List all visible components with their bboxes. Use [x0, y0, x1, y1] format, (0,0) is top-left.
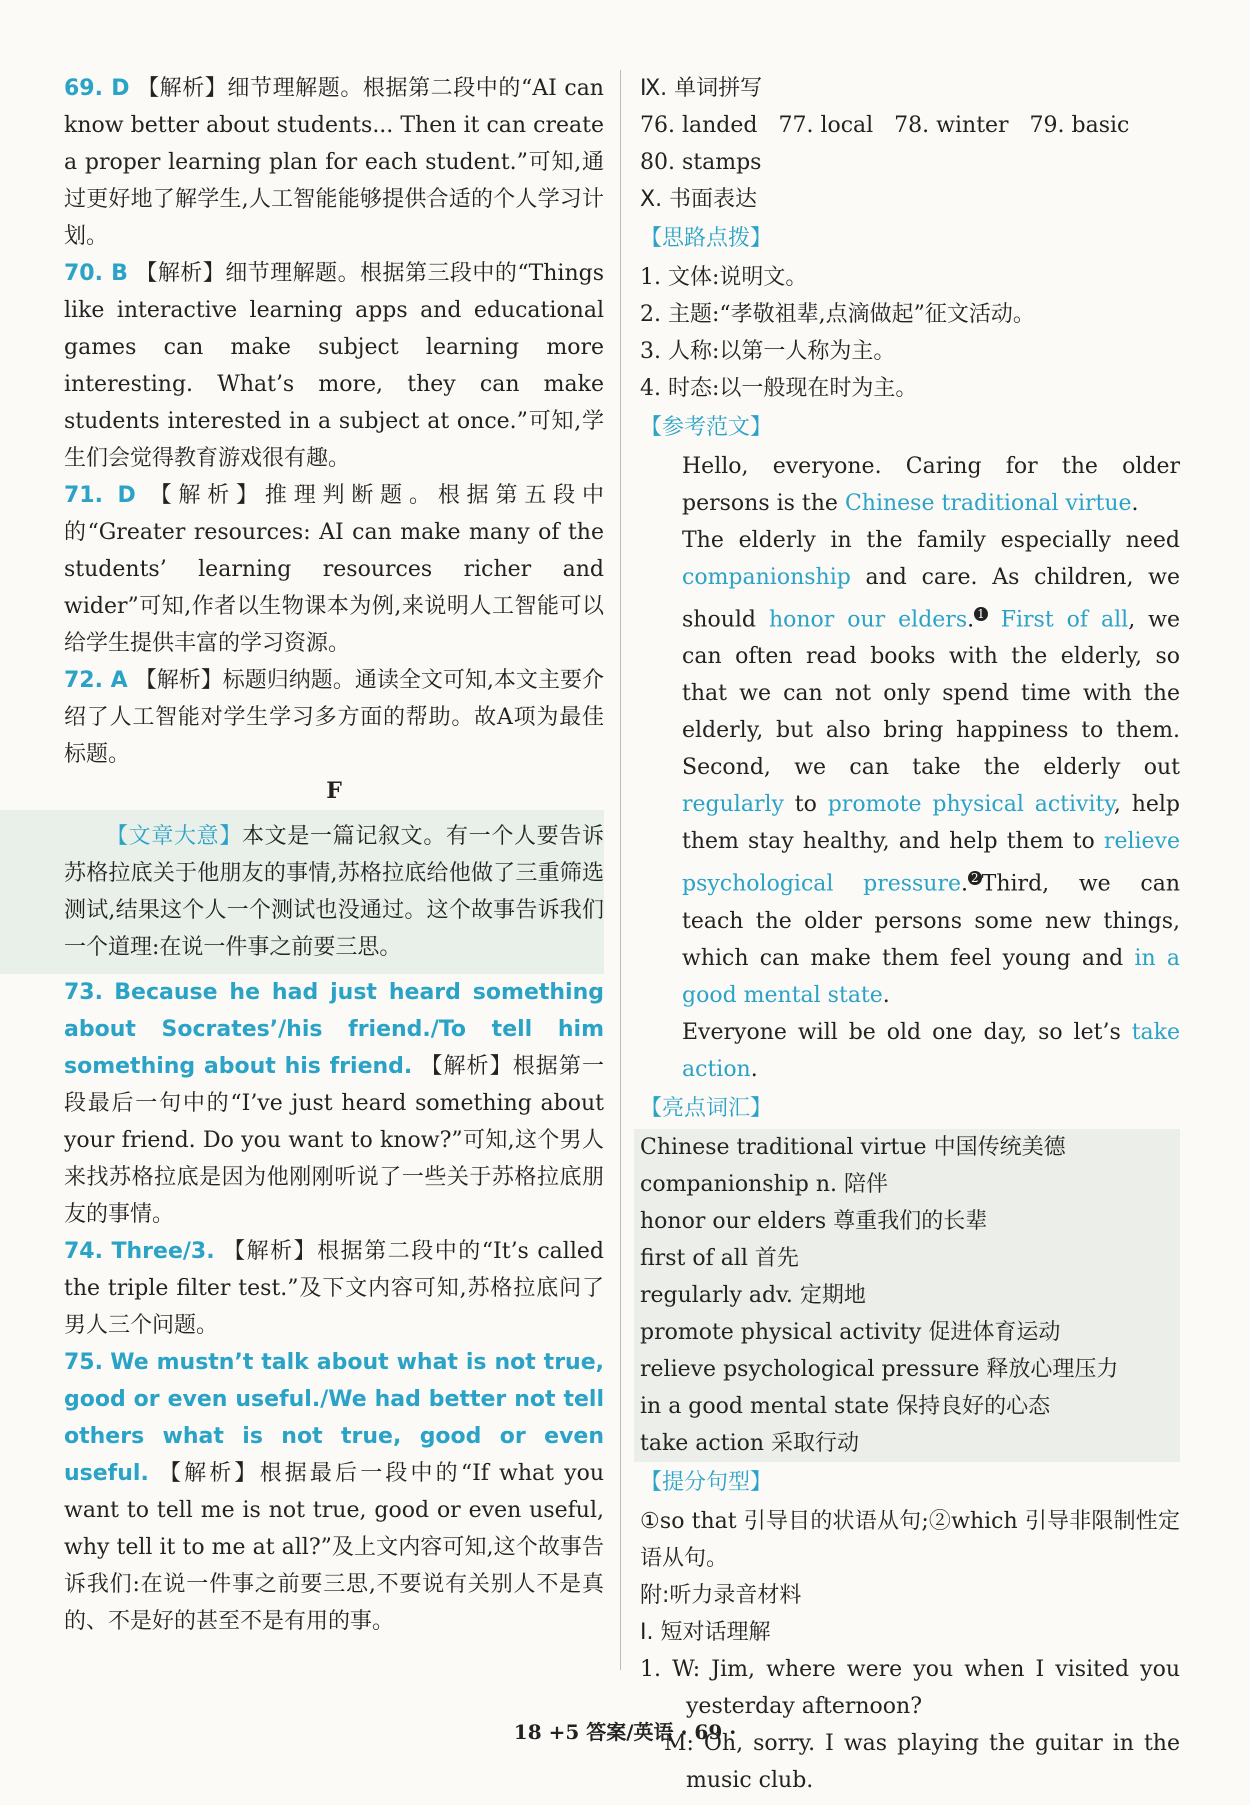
pattern-heading: 【提分句型】 — [640, 1469, 773, 1495]
vocab-item: regularly adv. 定期地 — [640, 1282, 866, 1308]
thinking-item: 2. 主题:“孝敬祖辈,点滴做起”征文活动。 — [640, 302, 1035, 327]
answer-71: 71. D 【解析】推理判断题。根据第五段中的“Greater resources: AI can make many of the students’ learning resources richer and wider”可知,作者以生物课本为例,来说明人工智能可以给学生提供丰富的学习资源。 — [64, 483, 604, 656]
vocab-item: companionship n. 陪伴 — [640, 1171, 888, 1197]
vocab-item: promote physical activity 促进体育运动 — [640, 1319, 1061, 1345]
answer-74: 74. Three/3. 【解析】根据第二段中的“It’s called the triple filter test.”及下文内容可知,苏格拉底问了男人三个问题。 — [64, 1239, 604, 1338]
page-footer: 18 +5 答案/英语 · 69 · — [513, 1720, 737, 1744]
answer-75: 75. We mustn’t talk about what is not true, good or even useful./We had better not tell others what is not true, good or even useful. 【解析】根据最后一段中的“If what you want to tell me is not true, good or even useful, why tell it to me at all?”及上文内容可知,这个故事告诉我们:在说一件事之前要三思,不要说有关别人不是真的、不是好的甚至不是有用的事。 — [64, 1350, 604, 1634]
thinking-item: 1. 文体:说明文。 — [640, 265, 808, 290]
article-summary: 【文章大意】本文是一篇记叙文。有一个人要告诉苏格拉底关于他朋友的事情,苏格拉底给他做了三重筛选测试,结果这个人一个测试也没通过。这个故事告诉我们一个道理:在说一件事之前要三思。 — [0, 810, 604, 974]
listening-section-heading: Ⅰ. 短对话理解 — [640, 1619, 771, 1645]
section-9-heading: Ⅸ. 单词拼写 — [640, 76, 763, 101]
vocab-item: honor our elders 尊重我们的长辈 — [640, 1208, 988, 1234]
pattern-text: ①so that 引导目的状语从句;②which 引导非限制性定语从句。 — [640, 1508, 1180, 1571]
right-column — [640, 70, 1180, 1799]
sample-paragraph-1: Hello, everyone. Caring for the older persons is the Chinese traditional virtue. — [682, 454, 1180, 516]
thinking-item: 3. 人称:以第一人称为主。 — [640, 339, 896, 364]
spelling-line-1: 76. landed 77. local 78. winter 79. basic — [640, 113, 1130, 138]
circle-number-2: 2 — [968, 871, 982, 885]
answer-72: 72. A 【解析】标题归纳题。通读全文可知,本文主要介绍了人工智能对学生学习多方面的帮助。故A项为最佳标题。 — [64, 668, 604, 767]
answer-73: 73. Because he had just heard something about Socrates’/his friend./To tell him something about his friend. 【解析】根据第一段最后一句中的“I’ve just heard something about your friend. Do you want to know?”可知,这个男人来找苏格拉底是因为他刚刚听说了一些关于苏格拉底朋友的事情。 — [64, 980, 604, 1227]
vocab-item: Chinese traditional virtue 中国传统美德 — [640, 1134, 1066, 1160]
thinking-heading: 【思路点拨】 — [640, 226, 773, 251]
answer-69: 69. D 【解析】细节理解题。根据第二段中的“AI can know better about students... Then it can create a proper learning plan for each student.”可知,通过更好地了解学生,人工智能能够提供合适的个人学习计划。 — [64, 76, 604, 249]
section-10-heading: Ⅹ. 书面表达 — [640, 187, 758, 212]
section-f-heading: F — [326, 778, 342, 804]
appendix-heading: 附:听力录音材料 — [640, 1582, 802, 1608]
vocab-item: take action 采取行动 — [640, 1430, 860, 1456]
vocab-item: relieve psychological pressure 释放心理压力 — [640, 1356, 1119, 1382]
vocab-heading: 【亮点词汇】 — [640, 1095, 773, 1121]
left-column — [64, 70, 604, 1640]
circle-number-1: 1 — [974, 607, 988, 621]
spelling-line-2: 80. stamps — [640, 150, 762, 175]
vocab-list — [634, 1129, 1180, 1462]
sample-heading: 【参考范文】 — [640, 415, 773, 440]
sample-paragraph-3: Everyone will be old one day, so let’s take action. — [682, 1019, 1180, 1082]
listening-line-w: 1. W: Jim, where were you when I visited you yesterday afternoon? — [640, 1656, 1180, 1719]
listening-line-m: M: Oh, sorry. I was playing the guitar in the music club. — [664, 1730, 1180, 1793]
column-divider — [620, 70, 621, 1670]
vocab-item: in a good mental state 保持良好的心态 — [640, 1393, 1051, 1419]
sample-paragraph-2: The elderly in the family especially need companionship and care. As children, we should honor our elders. $^1$ First of all, we can often read books with the elderly, so that we can not only spend time with the elderly, but also bring happiness to them. Second, we can take the elderly out regularly to promote physical activity, help them stay healthy, and help them to relieve psychological pressure. $^2$ Third, we can teach the older persons some new things, which can make them feel young and in a good mental state. — [682, 528, 1181, 1008]
vocab-item: first of all 首先 — [640, 1245, 799, 1271]
thinking-item: 4. 时态:以一般现在时为主。 — [640, 376, 918, 401]
answer-70: 70. B 【解析】细节理解题。根据第三段中的“Things like interactive learning apps and educational games can make subject learning more interesting. What’s more, they can make students interested in a subject at once.”可知,学生们会觉得教育游戏很有趣。 — [64, 261, 604, 471]
